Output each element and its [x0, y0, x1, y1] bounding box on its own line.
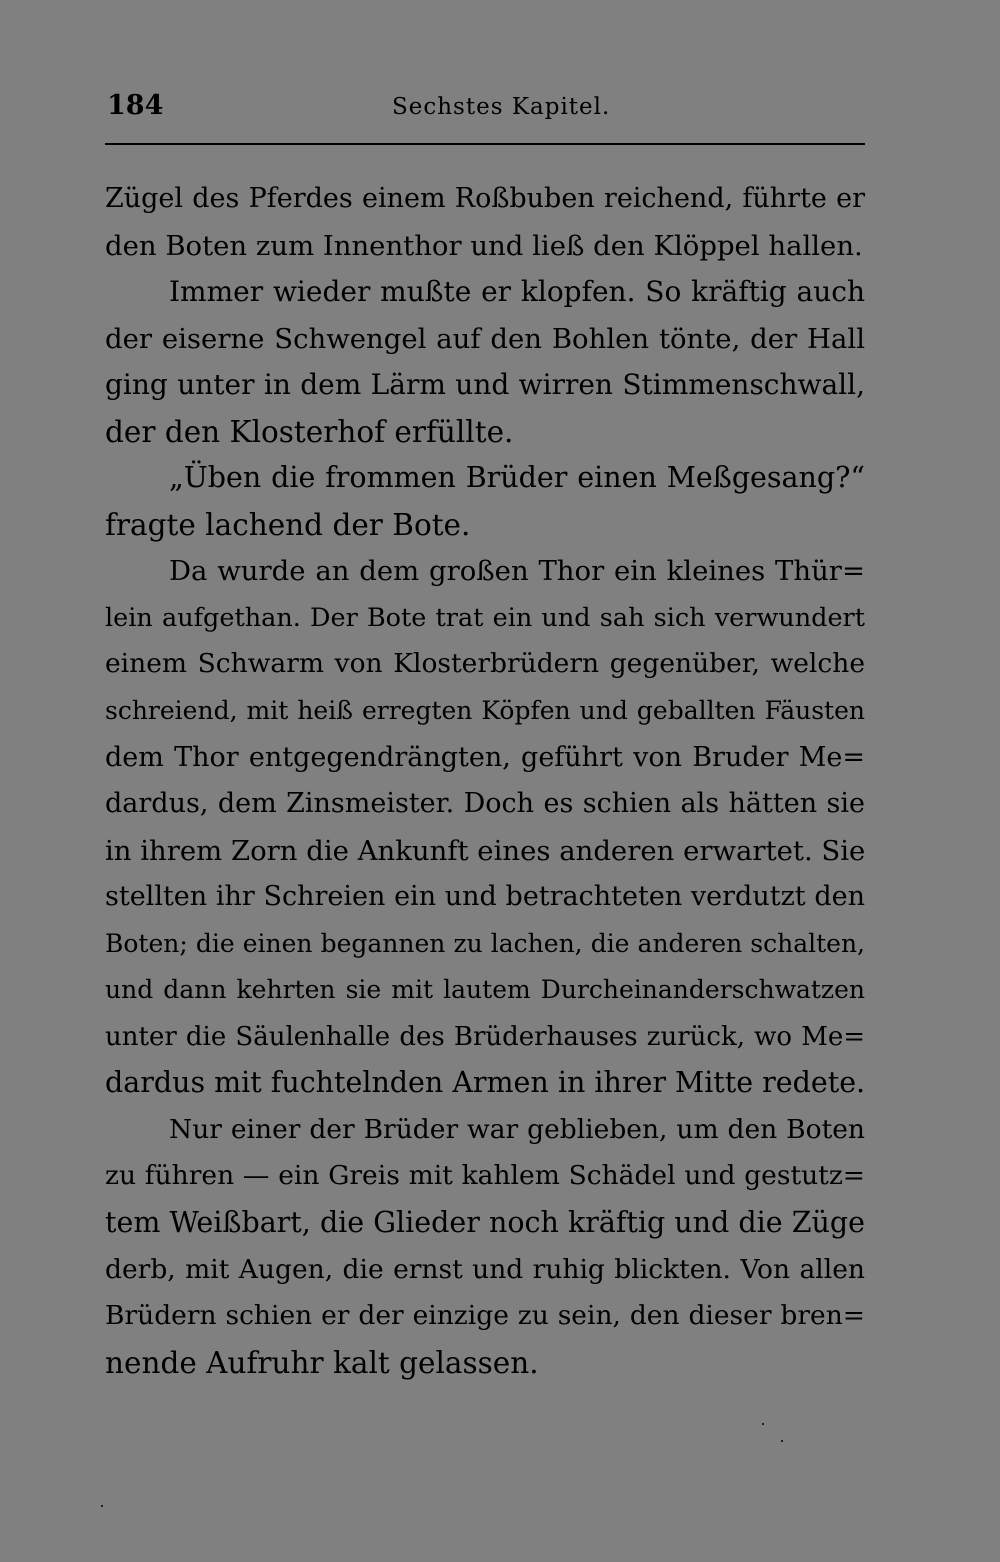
header-rule — [105, 143, 865, 145]
text-line: dem Thor entgegendrängten, geführt von Bruder Me= — [105, 741, 865, 773]
text-line: lein aufgethan. Der Bote trat ein und sah sich verwundert — [105, 602, 865, 633]
text-line: und dann kehrten sie mit lautem Durcheinanderschwatzen — [105, 975, 865, 1005]
running-title: Sechstes Kapitel. — [392, 94, 611, 120]
text-line: der eiserne Schwengel auf den Bohlen tönte, der Hall — [105, 322, 865, 355]
text-line: nende Aufruhr kalt gelassen. — [105, 1345, 539, 1380]
text-line: den Boten zum Innenthor und ließ den Klöppel hallen. — [105, 229, 863, 262]
text-line: stellten ihr Schreien ein und betrachteten verdutzt den — [105, 881, 865, 913]
scan-speck — [762, 1423, 764, 1425]
page-number: 184 — [107, 90, 164, 121]
text-line: Brüdern schien er der einzige zu sein, den dieser bren= — [105, 1300, 865, 1332]
text-line: dardus mit fuchtelnden Armen in ihrer Mitte redete. — [105, 1066, 866, 1100]
text-line: „Üben die frommen Brüder einen Meßgesang?“ — [169, 461, 865, 495]
text-line: Da wurde an dem großen Thor ein kleines Thür= — [169, 555, 865, 588]
text-line: dardus, dem Zinsmeister. Doch es schien als hätten sie — [105, 788, 865, 820]
text-line: Boten; die einen begannen zu lachen, die anderen schalten, — [105, 928, 865, 958]
text-line: unter die Säulenhalle des Brüderhauses zurück, wo Me= — [105, 1021, 865, 1052]
text-line: in ihrem Zorn die Ankunft eines anderen erwartet. Sie — [105, 834, 866, 867]
text-line: schreiend, mit heiß erregten Köpfen und geballten Fäusten — [105, 696, 865, 726]
text-line: der den Klosterhof erfüllte. — [105, 414, 514, 449]
text-line: tem Weißbart, die Glieder noch kräftig und die Züge — [105, 1206, 865, 1240]
scan-speck — [101, 1505, 103, 1507]
text-line: Zügel des Pferdes einem Roßbuben reichend, führte er — [105, 183, 865, 214]
text-line: Immer wieder mußte er klopfen. So kräftig auch — [169, 275, 865, 309]
text-line: fragte lachend der Bote. — [105, 507, 471, 542]
body-text — [105, 176, 865, 1386]
text-line: Nur einer der Brüder war geblieben, um den Boten — [169, 1113, 865, 1145]
text-line: derb, mit Augen, die ernst und ruhig blickten. Von allen — [105, 1253, 865, 1285]
scan-speck — [781, 1440, 783, 1442]
text-line: ging unter in dem Lärm und wirren Stimmenschwall, — [105, 368, 865, 402]
text-line: einem Schwarm von Klosterbrüdern gegenüber, welche — [105, 648, 865, 680]
text-line: zu führen — ein Greis mit kahlem Schädel und gestutz= — [105, 1160, 865, 1192]
